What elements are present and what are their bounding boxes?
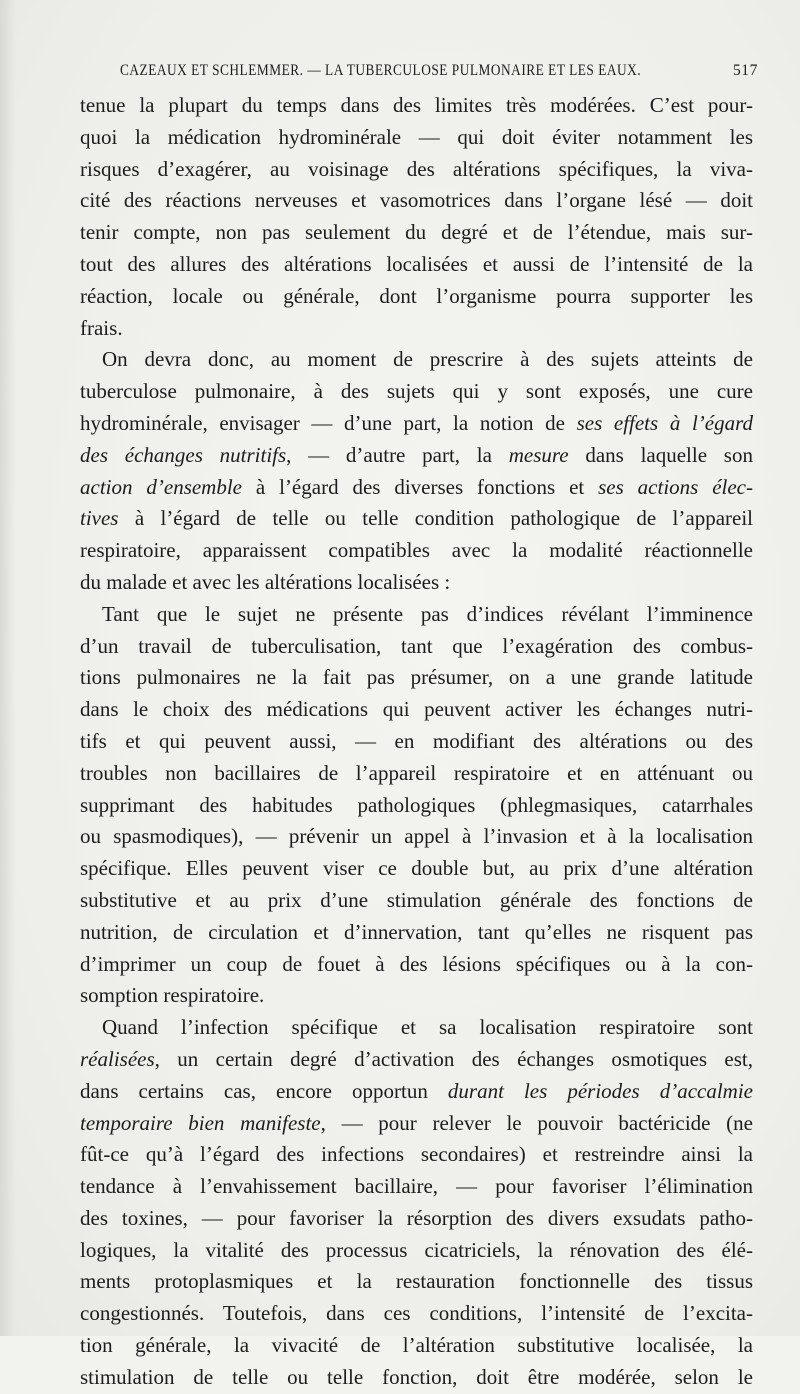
running-head-title: CAZEAUX ET SCHLEMMER. — LA TUBERCULOSE PULMONAIRE ET LES EAUX. [120, 62, 642, 79]
italic-segment: durant les périodes d’accalmie [447, 1078, 753, 1103]
text-segment: du malade et avec les altérations localisées : [80, 569, 451, 594]
page-number: 517 [732, 62, 758, 79]
text-line [80, 694, 753, 726]
text-segment: somption respiratoire. [80, 983, 265, 1008]
text-line [80, 1330, 753, 1362]
italic-segment: action d’ensemble [80, 474, 243, 499]
text-line [80, 408, 753, 440]
text-segment: , un certain degré d’activation des échanges osmotiques est, [154, 1046, 753, 1071]
italic-segment: ses effets à l’égard [576, 410, 753, 435]
text-line [80, 281, 753, 313]
text-segment: réaction, locale ou générale, dont l’organisme pourra supporter les [80, 283, 753, 308]
text-segment: tendance à l’envahissement bacillaire, — pour favoriser l’élimination [80, 1174, 753, 1199]
text-line [80, 758, 753, 790]
text-line [80, 1362, 753, 1394]
text-line [80, 1044, 753, 1076]
text-line [80, 853, 753, 885]
text-line [80, 122, 753, 154]
text-line [80, 885, 753, 917]
text-segment: tion générale, la vivacité de l’altération substitutive localisée, la [80, 1333, 753, 1358]
text-segment: logiques, la vitalité des processus cicatriciels, la rénovation des élé- [80, 1237, 753, 1262]
text-line [80, 821, 753, 853]
text-line [80, 631, 753, 663]
text-segment: ou spasmodiques), — prévenir un appel à l’invasion et à la localisation [80, 824, 753, 849]
text-segment: nutrition, de circulation et d’innervation, tant qu’elles ne risquent pas [80, 919, 753, 944]
text-segment: congestionnés. Toutefois, dans ces conditions, l’intensité de l’excita- [80, 1301, 753, 1326]
text-line [80, 1171, 753, 1203]
body-text [80, 90, 753, 1394]
text-line [80, 1266, 753, 1298]
text-segment: cité des réactions nerveuses et vasomotrices dans l’organe lésé — doit [80, 188, 753, 213]
text-segment: fût-ce qu’à l’égard des infections secondaires) et restreindre ainsi la [80, 1142, 753, 1167]
text-segment: spécifique. Elles peuvent viser ce double but, au prix d’une altération [80, 856, 753, 881]
text-segment: d’imprimer un coup de fouet à des lésions spécifiques ou à la con- [80, 951, 753, 976]
text-segment: dans laquelle son [568, 442, 753, 467]
text-segment: troubles non bacillaires de l’appareil respiratoire et en atténuant ou [80, 760, 753, 785]
text-segment: substitutive et au prix d’une stimulation générale des fonctions de [80, 887, 753, 912]
text-segment: ments protoplasmiques et la restauration fonctionnelle des tissus [80, 1269, 753, 1294]
text-segment: dans le choix des médications qui peuvent activer les échanges nutri- [80, 697, 753, 722]
text-line [80, 344, 753, 376]
text-line [80, 1139, 753, 1171]
text-segment: frais. [80, 315, 123, 340]
page-gutter-shadow [0, 0, 16, 1336]
text-segment: risques d’exagérer, au voisinage des altérations spécifiques, la viva- [80, 156, 753, 181]
text-line [80, 376, 753, 408]
text-segment: quoi la médication hydrominérale — qui doit éviter notamment les [80, 124, 753, 149]
text-line [80, 313, 753, 345]
text-line [80, 1298, 753, 1330]
text-line [80, 440, 753, 472]
text-line [80, 1012, 753, 1044]
text-line [80, 662, 753, 694]
text-line [80, 1235, 753, 1267]
text-segment: stimulation de telle ou telle fonction, doit être modérée, selon le [80, 1364, 753, 1389]
text-segment: tenue la plupart du temps dans des limites très modérées. C’est pour- [80, 93, 753, 117]
text-line [80, 472, 753, 504]
text-segment: des toxines, — pour favoriser la résorption des divers exsudats patho- [80, 1205, 753, 1230]
text-segment: tions pulmonaires ne la fait pas présumer, on a une grande latitude [80, 665, 753, 690]
italic-segment: tives [80, 506, 119, 531]
text-line [80, 917, 753, 949]
text-segment: , — pour relever le pouvoir bactéricide (ne [320, 1110, 753, 1135]
running-head [120, 62, 758, 84]
text-segment: à l’égard de telle ou telle condition pathologique de l’appareil [118, 506, 753, 531]
text-segment: Tant que le sujet ne présente pas d’indices révélant l’imminence [102, 601, 753, 626]
text-segment: à l’égard des diverses fonctions et [242, 474, 599, 499]
text-line [80, 726, 753, 758]
text-line [80, 599, 753, 631]
text-line [80, 217, 753, 249]
text-line [80, 1076, 753, 1108]
text-segment: On devra donc, au moment de prescrire à des sujets atteints de [102, 347, 753, 372]
text-segment: respiratoire, apparaissent compatibles avec la modalité réactionnelle [80, 538, 753, 563]
italic-segment: des échanges nutritifs [80, 442, 287, 467]
text-segment: , — d’autre part, la [286, 442, 509, 467]
italic-segment: ses actions élec- [598, 474, 753, 499]
text-segment: hydrominérale, envisager — d’une part, la notion de [80, 410, 577, 435]
text-segment: tuberculose pulmonaire, à des sujets qui y sont exposés, une cure [80, 379, 753, 404]
text-segment: dans certains cas, encore opportun [80, 1078, 448, 1103]
text-segment: Quand l’infection spécifique et sa localisation respiratoire sont [102, 1015, 753, 1040]
italic-segment: temporaire bien manifeste [80, 1110, 321, 1135]
text-line [80, 1108, 753, 1140]
text-segment: supprimant des habitudes pathologiques (phlegmasiques, catarrhales [80, 792, 753, 817]
text-line [80, 1203, 753, 1235]
text-line [80, 980, 753, 1012]
text-segment: tout des allures des altérations localisées et aussi de l’intensité de la [80, 251, 753, 276]
text-line [80, 90, 753, 122]
text-line [80, 185, 753, 217]
text-line [80, 503, 753, 535]
text-segment: tenir compte, non pas seulement du degré et de l’étendue, mais sur- [80, 220, 753, 245]
text-line [80, 949, 753, 981]
italic-segment: réalisées [80, 1046, 155, 1071]
text-segment: tifs et qui peuvent aussi, — en modifiant des altérations ou des [80, 728, 753, 753]
text-line [80, 567, 753, 599]
text-line [80, 790, 753, 822]
text-line [80, 535, 753, 567]
italic-segment: mesure [508, 442, 569, 467]
text-line [80, 249, 753, 281]
text-line [80, 154, 753, 186]
text-segment: d’un travail de tuberculisation, tant que l’exagération des combus- [80, 633, 753, 658]
